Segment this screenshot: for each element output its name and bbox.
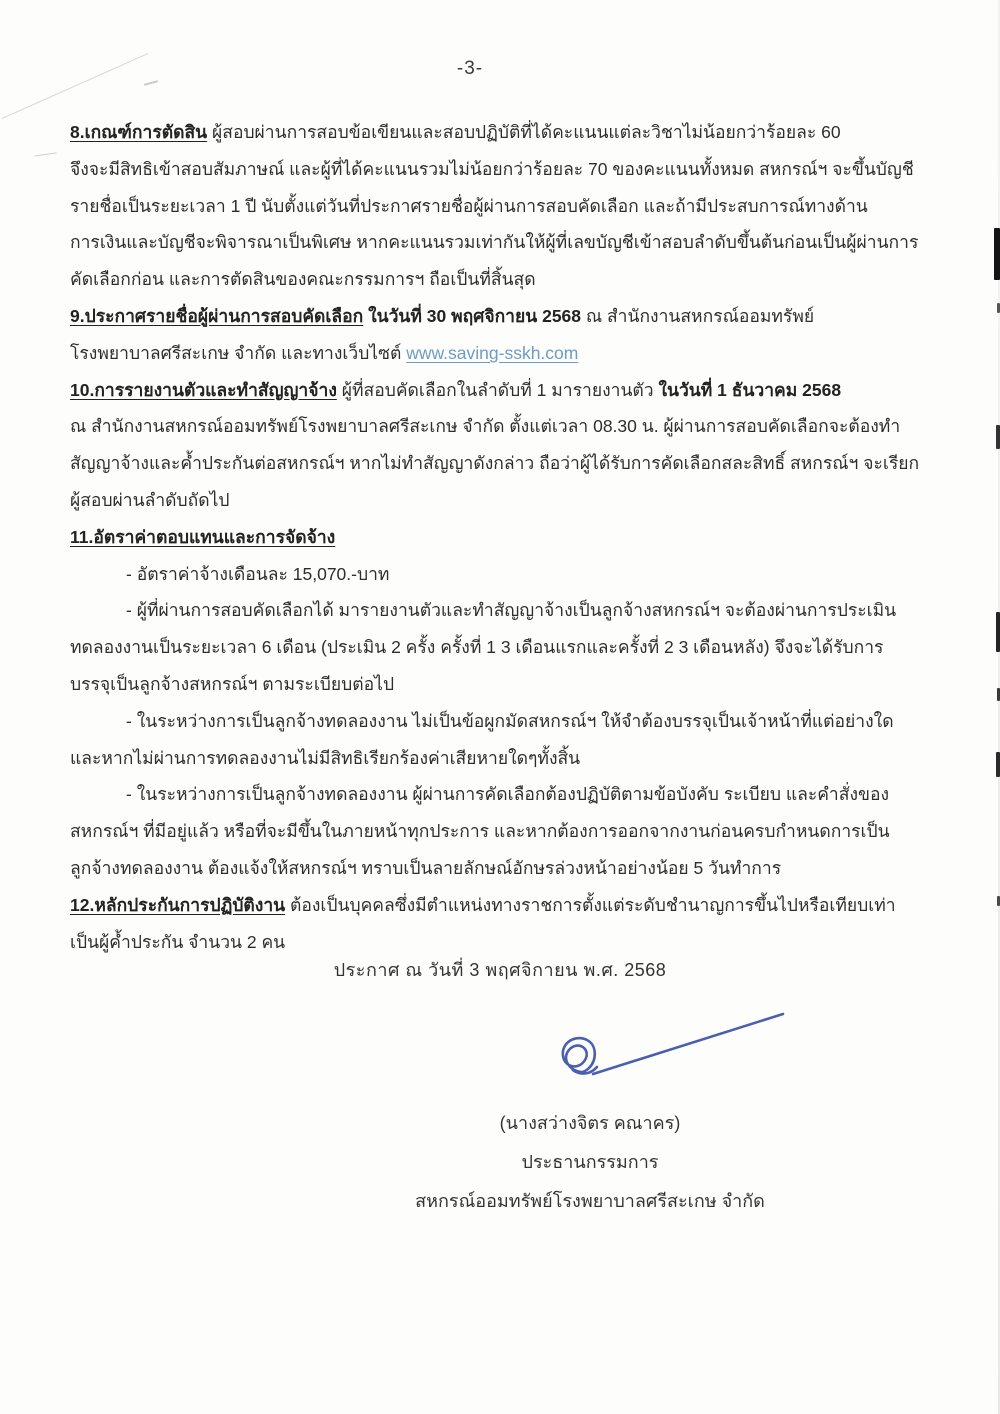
text-segment: 9.ประกาศรายชื่อผู้ผ่านการสอบคัดเลือก [70,305,364,326]
signer-block [400,1104,780,1221]
text-segment: สหกรณ์ฯ ที่มีอยู่แล้ว หรือที่จะมีขึ้นในภายหน้าทุกประการ และหากต้องการออกจากงานก่อนครบกำหนดการเป็น [70,821,890,842]
text-line [70,372,950,409]
signer-name: (นางสว่างจิตร คณาคร) [499,1113,681,1133]
text-line [70,335,950,372]
text-line [70,629,950,666]
text-line [70,887,950,924]
text-segment: 11.อัตราค่าตอบแทนและการจัดจ้าง [70,526,336,547]
text-segment: บรรจุเป็นลูกจ้างสหกรณ์ฯ ตามระเบียบต่อไป [70,673,395,694]
text-line [70,408,950,445]
text-segment: สัญญาจ้างและค้ำประกันต่อสหกรณ์ฯ หากไม่ทำสัญญาดังกล่าว ถือว่าผู้ได้รับการคัดเลือกสละสิทธิ์ สหกรณ์ฯ จะเรียก [70,453,920,474]
text-line [70,519,950,556]
text-segment: - ในระหว่างการเป็นลูกจ้างทดลองงาน ผู้ผ่านการคัดเลือกต้องปฏิบัติตามข้อบังคับ ระเบียบ และคำสั่งของ [126,784,890,805]
text-line [70,114,950,151]
text-segment: ในวันที่ 30 พฤศจิกายน 2568 [363,305,582,326]
text-segment: ผู้สอบผ่านการสอบข้อเขียนและสอบปฏิบัติที่ได้คะแนนแต่ละวิชาไม่น้อยกว่าร้อยละ 60 [207,122,841,142]
pencil-mark [33,145,56,157]
text-line [70,776,950,813]
text-segment: ผู้ที่สอบคัดเลือกในลำดับที่ 1 มารายงานตัว [336,379,659,400]
text-line [70,261,950,298]
scan-artifact [996,425,1000,449]
signer-title: ประธานกรรมการ [521,1152,659,1172]
text-segment: 10.การรายงานตัวและทำสัญญาจ้าง [70,379,337,400]
text-line [70,740,950,777]
pencil-mark [144,80,158,86]
text-line [70,224,950,261]
text-segment: ในวันที่ 1 ธันวาคม 2568 [658,379,842,400]
text-line [70,188,950,225]
text-segment: ต้องเป็นบุคคลซึ่งมีตำแหน่งทางราชการตั้งแต่ระดับชำนาญการขึ้นไปหรือเทียบเท่า [285,894,896,915]
text-segment: - ในระหว่างการเป็นลูกจ้างทดลองงาน ไม่เป็นข้อผูกมัดสหกรณ์ฯ ให้จำต้องบรรจุเป็นเจ้าหน้าที่แต่อย่างใด [126,710,894,731]
signature-ink [535,1000,805,1110]
text-segment: ทดลองงานเป็นระยะเวลา 6 เดือน (ประเมิน 2 ครั้ง ครั้งที่ 1 3 เดือนแรกและครั้งที่ 2 3 เดือนหลัง) จึงจะได้รับการ [70,637,884,658]
announcement-date-line: ประกาศ ณ วันที่ 3 พฤศจิกายน พ.ศ. 2568 [333,960,667,980]
text-segment: จึงจะมีสิทธิเข้าสอบสัมภาษณ์ และผู้ที่ได้คะแนนรวมไม่น้อยกว่าร้อยละ 70 ของคะแนนทั้งหมด สหกรณ์ฯ จะขึ้นบัญชี [70,158,914,179]
signer-organization: สหกรณ์ออมทรัพย์โรงพยาบาลศรีสะเกษ จำกัด [415,1191,765,1211]
scan-artifact [994,228,1000,280]
text-segment: 8.เกณฑ์การตัดสิน [70,122,208,142]
text-line [70,813,950,850]
text-segment: การเงินและบัญชีจะพิจารณาเป็นพิเศษ หากคะแนนรวมเท่ากันให้ผู้ที่เลขบัญชีเข้าสอบลำดับขึ้นต้นก่อนเป็นผู้ผ่านการ [70,232,919,253]
text-segment: และหากไม่ผ่านการทดลองงานไม่มีสิทธิเรียกร้องค่าเสียหายใดๆทั้งสิ้น [70,747,581,768]
text-line [70,556,950,593]
text-line [70,592,950,629]
text-segment: ลูกจ้างทดลองงาน ต้องแจ้งให้สหกรณ์ฯ ทราบเป็นลายลักษณ์อักษรล่วงหน้าอย่างน้อย 5 วันทำการ [70,857,782,878]
scan-artifact [996,612,1000,652]
text-segment: 12.หลักประกันการปฏิบัติงาน [70,894,286,915]
text-segment: ณ สำนักงานสหกรณ์ออมทรัพย์โรงพยาบาลศรีสะเกษ จำกัด ตั้งแต่เวลา 08.30 น. ผู้ผ่านการสอบคัดเลือกจะต้องทำ [70,416,901,437]
text-segment: เป็นผู้ค้ำประกัน จำนวน 2 คน [70,931,286,952]
page-number: -3- [456,58,484,79]
website-link[interactable]: www.saving-sskh.com [406,342,579,363]
text-segment: คัดเลือกก่อน และการตัดสินของคณะกรรมการฯ ถือเป็นที่สิ้นสุด [70,269,536,290]
text-line [70,666,950,703]
document-body [70,114,950,960]
text-segment: โรงพยาบาลศรีสะเกษ จำกัด และทางเว็บไซต์ [70,342,407,363]
text-line [70,298,950,335]
text-segment: - ผู้ที่ผ่านการสอบคัดเลือกได้ มารายงานตัวและทำสัญญาจ้างเป็นลูกจ้างสหกรณ์ฯ จะต้องผ่านการประเมิน [126,600,897,621]
text-line [70,445,950,482]
text-segment: - อัตราค่าจ้างเดือนละ 15,070.-บาท [126,563,390,584]
text-line [70,151,950,188]
text-segment: รายชื่อเป็นระยะเวลา 1 ปี นับตั้งแต่วันที่ประกาศรายชื่อผู้ผ่านการสอบคัดเลือก และถ้ามีประสบการณ์ทางด้าน [70,195,868,216]
text-segment: ณ สำนักงานสหกรณ์ออมทรัพย์ [581,305,815,326]
text-line [70,703,950,740]
text-line [70,850,950,887]
text-line [70,482,950,519]
text-segment: ผู้สอบผ่านลำดับถัดไป [70,489,230,510]
scan-artifact [996,752,1000,777]
